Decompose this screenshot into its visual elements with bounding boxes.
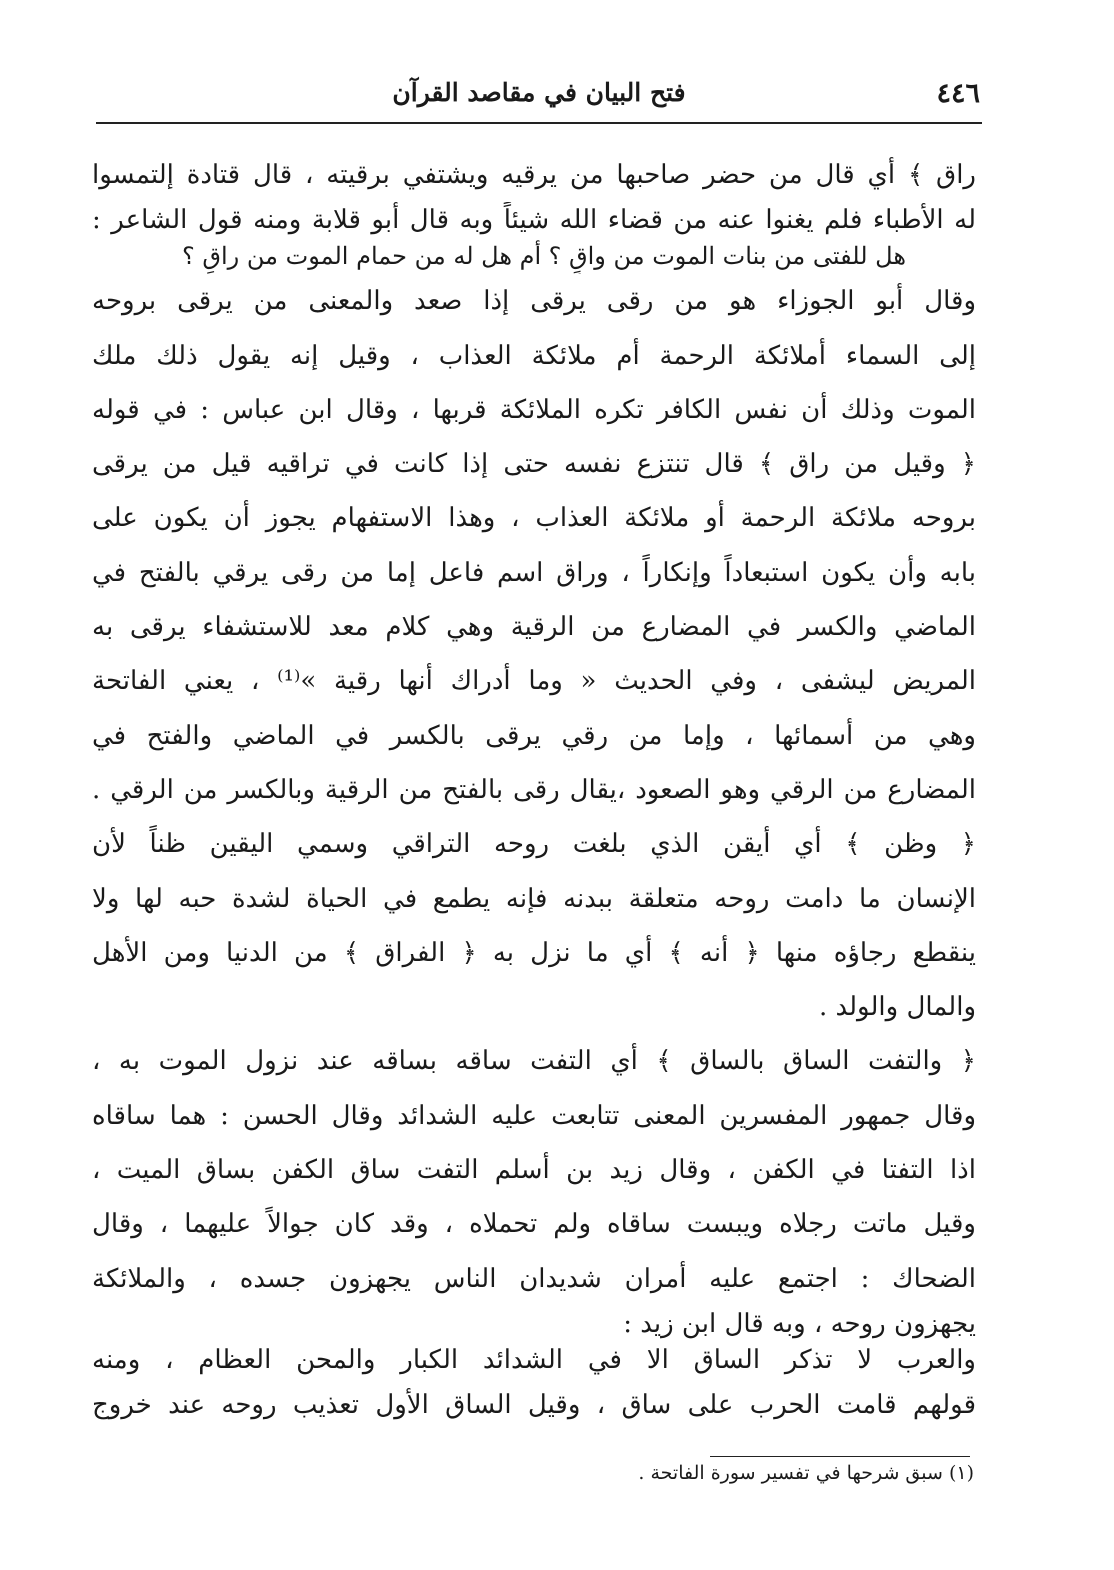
text-body	[92, 148, 976, 1432]
text-line: اذا التفتا في الكفن ، وقال زيد بن أسلم التفت ساق الكفن بساق الميت ،	[92, 1155, 976, 1186]
text-line: له الأطباء فلم يغنوا عنه من قضاء الله شيئاً وبه قال أبو قلابة ومنه قول الشاعر :	[92, 205, 976, 236]
text-line: الماضي والكسر في المضارع من الرقية وهي كلام معد للاستشفاء يرقى به	[92, 612, 976, 643]
text-line: ينقطع رجاؤه منها ﴿ أنه ﴾ أي ما نزل به ﴿ الفراق ﴾ من الدنيا ومن الأهل	[92, 937, 976, 968]
footnote-rule	[710, 1456, 970, 1457]
verse-hemistich-second: أم هل له من حمام الموت من راقِ ؟	[182, 242, 542, 271]
verse-line	[92, 238, 976, 274]
running-title: فتح البيان في مقاصد القرآن	[392, 78, 686, 107]
text-line: الإنسان ما دامت روحه متعلقة ببدنه فإنه يطمع في الحياة لشدة حبه لها ولا	[92, 883, 976, 914]
text-line: المريض ليشفى ، وفي الحديث « وما أدراك أنها رقية »⁽¹⁾ ، يعني الفاتحة	[92, 666, 976, 697]
text-line: إلى السماء أملائكة الرحمة أم ملائكة العذاب ، وقيل إنه يقول ذلك ملك	[92, 340, 976, 371]
text-line: المضارع من الرقي وهو الصعود ،يقال رقى بالفتح من الرقية وبالكسر من الرقي .	[92, 774, 976, 805]
text-line: وقيل ماتت رجلاه ويبست ساقاه ولم تحملاه ، وقد كان جوالاً عليهما ، وقال	[92, 1209, 976, 1240]
text-line: الضحاك : اجتمع عليه أمران شديدان الناس يجهزون جسده ، والملائكة	[92, 1263, 976, 1294]
text-line: بروحه ملائكة الرحمة أو ملائكة العذاب ، وهذا الاستفهام يجوز أن يكون على	[92, 503, 976, 534]
text-line: ﴿ وقيل من راق ﴾ قال تنتزع نفسه حتى إذا كانت في تراقيه قيل من يرقى	[92, 449, 976, 480]
text-line: بابه وأن يكون استبعاداً وإنكاراً ، وراق اسم فاعل إما من رقى يرقي بالفتح في	[92, 557, 976, 588]
text-line: وقال أبو الجوزاء هو من رقى يرقى إذا صعد والمعنى من يرقى بروحه	[92, 286, 976, 317]
text-line: راق ﴾ أي قال من حضر صاحبها من يرقيه ويشتفي برقيته ، قال قتادة إلتمسوا	[92, 160, 976, 190]
text-line: والمال والولد .	[818, 992, 976, 1023]
text-line: وقال جمهور المفسرين المعنى تتابعت عليه الشدائد وقال الحسن : هما ساقاه	[92, 1100, 976, 1131]
text-line: ﴿ والتفت الساق بالساق ﴾ أي التفت ساقه بساقه عند نزول الموت به ،	[92, 1046, 976, 1077]
footnote: (١) سبق شرحها في تفسير سورة الفاتحة .	[638, 1462, 974, 1484]
text-line: وهي من أسمائها ، وإما من رقي يرقى بالكسر في الماضي والفتح في	[92, 720, 976, 751]
text-line: يجهزون روحه ، وبه قال ابن زيد :	[623, 1308, 976, 1339]
page-number: ٤٤٦	[936, 78, 980, 109]
verse-hemistich-first: هل للفتى من بنات الموت من واقٍ ؟	[548, 242, 906, 271]
header-rule	[96, 122, 982, 124]
text-line: قولهم قامت الحرب على ساق ، وقيل الساق الأول تعذيب روحه عند خروج	[92, 1389, 976, 1420]
page-header	[98, 78, 980, 118]
text-line: ﴿ وظن ﴾ أي أيقن الذي بلغت روحه التراقي وسمي اليقين ظناً لأن	[92, 829, 976, 860]
text-line: والعرب لا تذكر الساق الا في الشدائد الكبار والمحن العظام ، ومنه	[92, 1344, 976, 1375]
text-line: الموت وذلك أن نفس الكافر تكره الملائكة قربها ، وقال ابن عباس : في قوله	[92, 394, 976, 425]
